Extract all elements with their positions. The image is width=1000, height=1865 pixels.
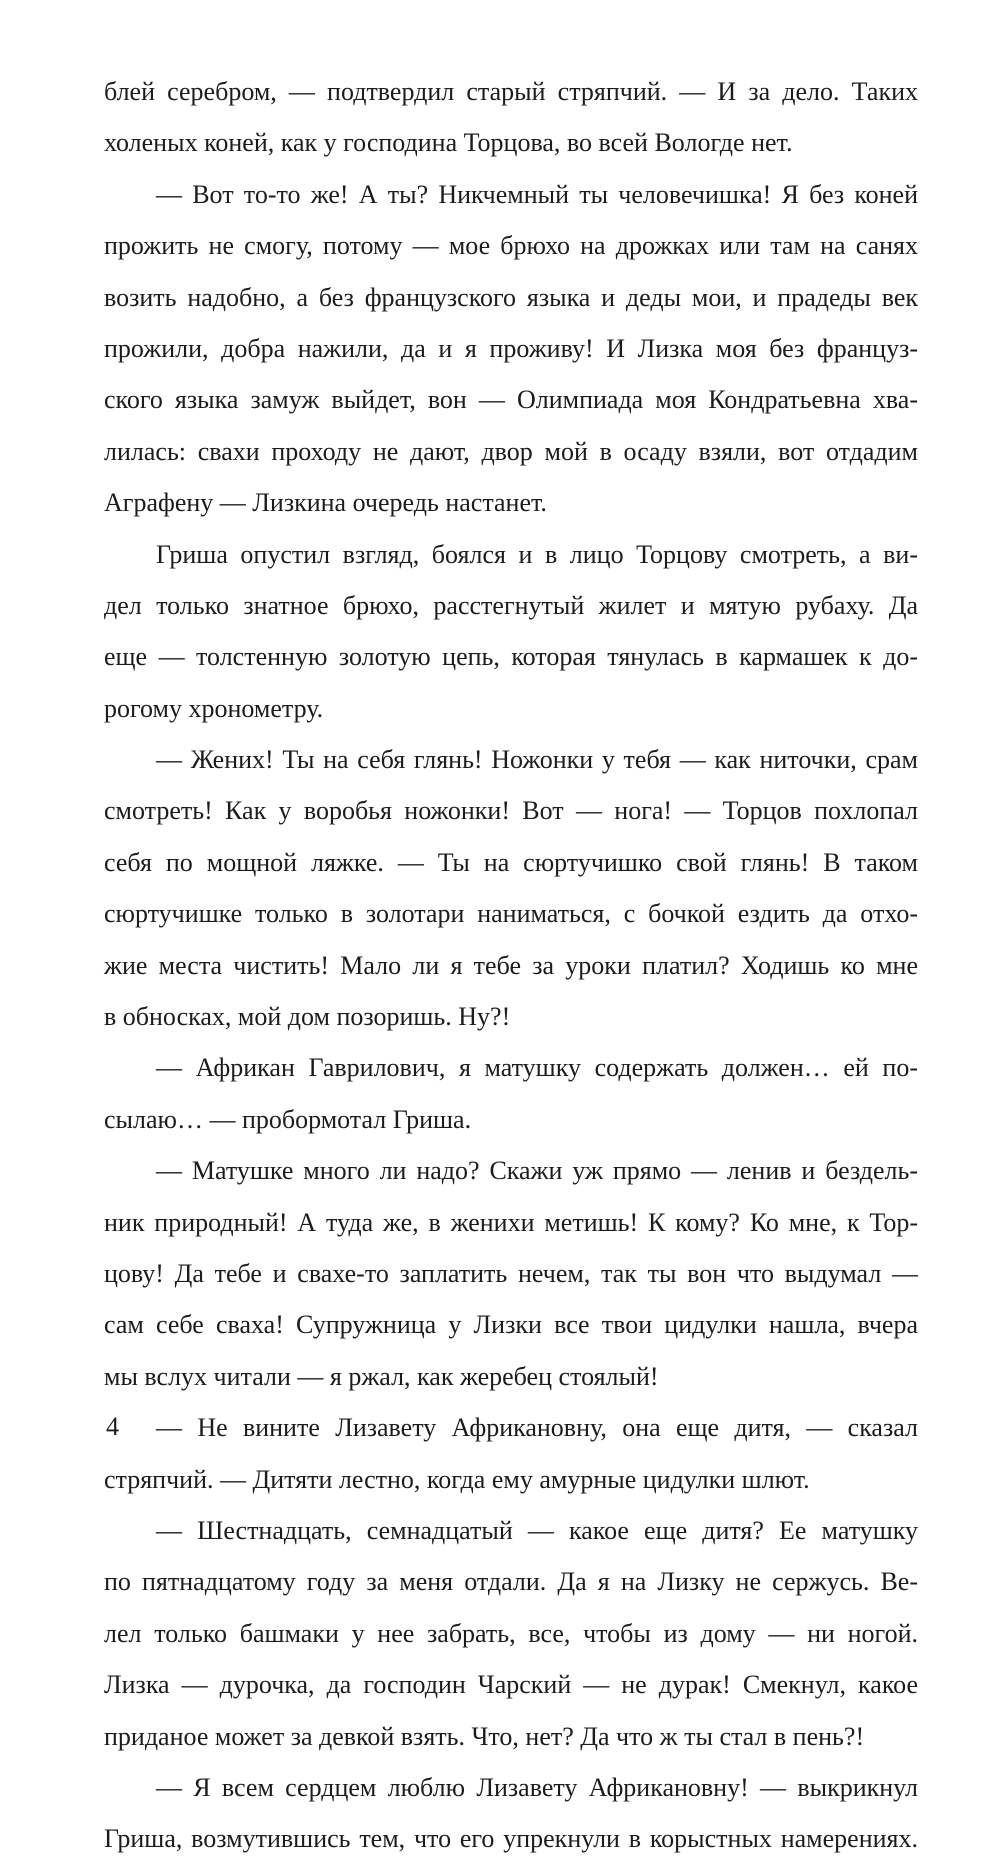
text-line: — Вот то-то же! А ты? Никчемный ты человечишка! Я без коней	[156, 179, 918, 209]
text-line: сам себе сваха! Супружница у Лизки все твои цидулки нашла, вчера	[104, 1310, 918, 1340]
text-line: — Не вините Лизавету Африкановну, она еще дитя, — сказал	[156, 1413, 918, 1443]
text-line: — Матушке много ли надо? Скажи уж прямо — ленив и бездель-	[156, 1156, 918, 1186]
text-line: Лизка — дурочка, да господин Чарский — не дурак! Смекнул, какое	[104, 1670, 918, 1700]
text-line: — Шестнадцать, семнадцатый — какое еще дитя? Ее матушку	[156, 1515, 918, 1545]
text-line: дел только знатное брюхо, расстегнутый жилет и мятую рубаху. Да	[104, 590, 918, 620]
body-text	[104, 66, 918, 1865]
text-line: ского языка замуж выйдет, вон — Олимпиада моя Кондратьевна хва-	[104, 385, 918, 415]
text-line: рогому хронометру.	[104, 693, 324, 723]
text-line: еще — толстенную золотую цепь, которая тянулась в кармашек к до-	[104, 642, 918, 672]
text-line: — Африкан Гаврилович, я матушку содержать должен… ей по-	[156, 1053, 918, 1083]
text-line: в обносках, мой дом позоришь. Ну?!	[104, 1002, 511, 1032]
text-line: холеных коней, как у господина Торцова, во всей Вологде нет.	[104, 128, 793, 158]
text-line: стряпчий. — Дитяти лестно, когда ему амурные цидулки шлют.	[104, 1464, 810, 1494]
text-line: Гриша, возмутившись тем, что его упрекнули в корыстных намерениях.	[104, 1824, 918, 1854]
text-line: сюртучишке только в золотари наниматься, с бочкой ездить да отхо-	[104, 899, 918, 929]
text-line: блей серебром, — подтвердил старый стряпчий. — И за дело. Таких	[104, 77, 918, 106]
text-line: возить надобно, а без французского языка и деды мои, и прадеды век	[104, 282, 918, 312]
text-line: сылаю… — пробормотал Гриша.	[104, 1104, 472, 1134]
text-line: смотреть! Как у воробья ножонки! Вот — нога! — Торцов похлопал	[104, 796, 918, 826]
text-line: лилась: свахи проходу не дают, двор мой в осаду взяли, вот отдадим	[104, 436, 918, 466]
text-line: Гриша опустил взгляд, боялся и в лицо Торцову смотреть, а ви-	[156, 539, 918, 569]
text-line: прожили, добра нажили, да и я проживу! И Лизка моя без француз-	[104, 333, 918, 363]
text-line: жие места чистить! Мало ли я тебе за уроки платил? Ходишь ко мне	[104, 950, 918, 980]
text-line: приданое может за девкой взять. Что, нет? Да что ж ты стал в пень?!	[104, 1721, 865, 1751]
text-line: себя по мощной ляжке. — Ты на сюртучишко свой глянь! В таком	[104, 847, 918, 877]
page-number: 4	[106, 1412, 119, 1441]
text-line: прожить не смогу, потому — мое брюхо на дрожках или там на санях	[104, 231, 918, 261]
text-line: мы вслух читали — я ржал, как жеребец стоялый!	[104, 1361, 659, 1391]
text-line: Аграфену — Лизкина очередь настанет.	[104, 488, 547, 518]
text-line: цову! Да тебе и свахе-то заплатить нечем, так ты вон что выдумал —	[104, 1258, 918, 1288]
text-line: — Жених! Ты на себя глянь! Ножонки у тебя — как ниточки, срам	[156, 745, 918, 775]
text-line: лел только башмаки у нее забрать, все, чтобы из дому — ни ногой.	[104, 1618, 918, 1648]
text-line: — Я всем сердцем люблю Лизавету Африкановну! — выкрикнул	[156, 1772, 918, 1802]
text-line: ник природный! А туда же, в женихи метишь! К кому? Ко мне, к Тор-	[104, 1207, 918, 1237]
text-line: по пятнадцатому году за меня отдали. Да я на Лизку не сержусь. Ве-	[104, 1567, 918, 1597]
